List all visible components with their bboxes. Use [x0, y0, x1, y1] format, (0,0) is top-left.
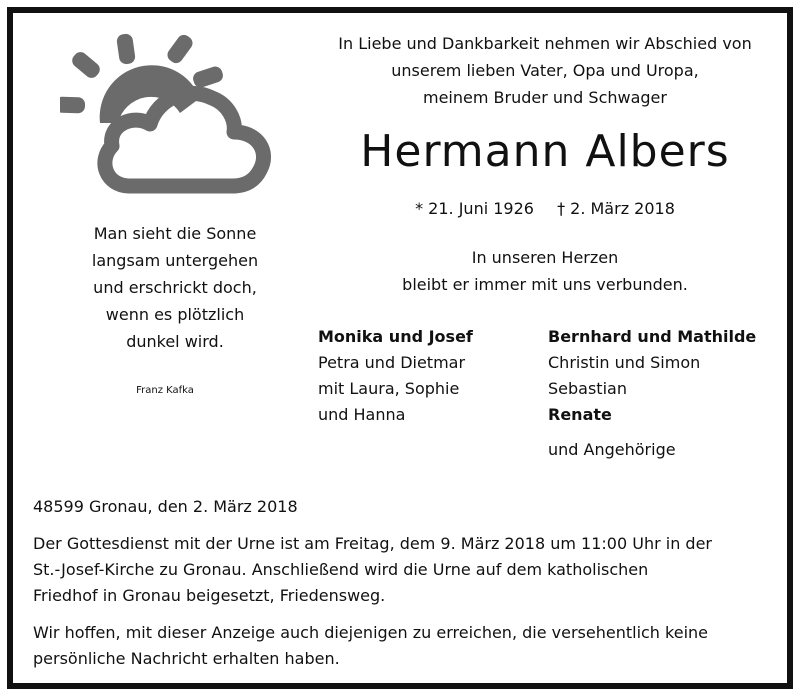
family-line: Christin und Simon — [548, 353, 701, 372]
deceased-name: Hermann Albers — [360, 126, 730, 177]
quote-line: langsam untergehen — [91, 251, 259, 270]
relatives: und Angehörige — [548, 440, 676, 459]
life-dates — [300, 197, 790, 221]
remembrance-line: In unseren Herzen — [471, 248, 619, 267]
quote-author: Franz Kafka — [136, 385, 194, 396]
family-left — [318, 324, 473, 428]
notice-line: persönliche Nachricht erhalten haben. — [33, 649, 340, 668]
birth-date: * 21. Juni 1926 — [415, 199, 534, 218]
remembrance-text — [300, 244, 790, 298]
quote-line: dunkel wird. — [126, 332, 224, 351]
place-date: 48599 Gronau, den 2. März 2018 — [33, 497, 298, 516]
quote — [40, 220, 310, 355]
quote-line: Man sieht die Sonne — [93, 224, 257, 243]
quote-line: wenn es plötzlich — [105, 305, 245, 324]
family-heading: Renate — [548, 405, 612, 424]
family-right — [548, 324, 756, 428]
service-info — [33, 531, 768, 609]
family-line: Sebastian — [548, 379, 627, 398]
notice-info — [33, 620, 768, 672]
family-line: mit Laura, Sophie — [318, 379, 460, 398]
quote-line: und erschrickt doch, — [93, 278, 257, 297]
intro-line: unserem lieben Vater, Opa und Uropa, — [391, 61, 699, 80]
sun-behind-cloud-icon — [60, 28, 280, 198]
family-line: Petra und Dietmar — [318, 353, 466, 372]
family-heading: Bernhard und Mathilde — [548, 327, 757, 346]
notice-line: Wir hoffen, mit dieser Anzeige auch diejenigen zu erreichen, die versehentlich keine — [33, 623, 708, 642]
intro-line: In Liebe und Dankbarkeit nehmen wir Abschied von — [338, 34, 752, 53]
intro-text — [300, 30, 790, 111]
intro-line: meinem Bruder und Schwager — [423, 88, 667, 107]
family-line: und Hanna — [318, 405, 406, 424]
family-heading: Monika und Josef — [318, 327, 473, 346]
service-line: Friedhof in Gronau beigesetzt, Friedensweg. — [33, 586, 386, 605]
death-date: † 2. März 2018 — [557, 199, 675, 218]
service-line: St.-Josef-Kirche zu Gronau. Anschließend wird die Urne auf dem katholischen — [33, 560, 649, 579]
remembrance-line: bleibt er immer mit uns verbunden. — [402, 275, 688, 294]
service-line: Der Gottesdienst mit der Urne ist am Freitag, dem 9. März 2018 um 11:00 Uhr in der — [33, 534, 713, 553]
